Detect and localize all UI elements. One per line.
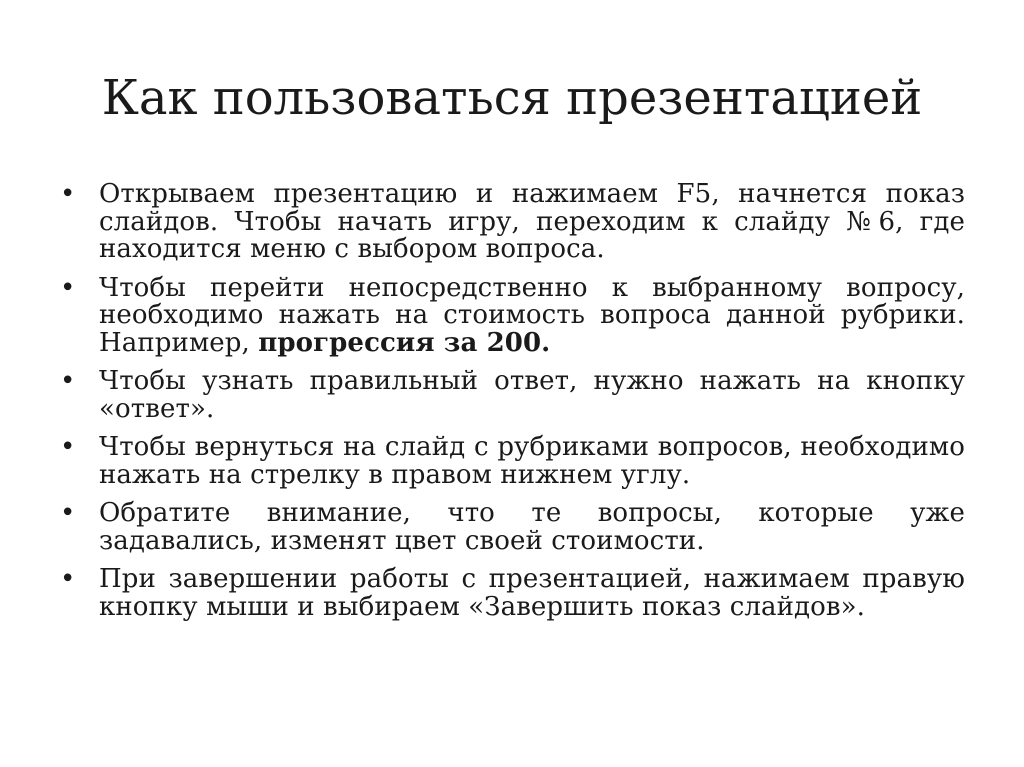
bullet-item-5 [60, 500, 965, 555]
bullet-text: Чтобы перейти непосредственно к выбранному вопросу, необходимо нажать на стоимость вопроса данной рубрики. Например, [99, 272, 965, 358]
slide-title: Как пользоваться презентацией [101, 70, 923, 126]
bullet-item-3 [60, 368, 965, 423]
bullet-text: При завершении работы с презентацией, нажимаем правую кнопку мыши и выбираем «Завершить показ слайдов». [99, 564, 965, 622]
bullet-marker: • [60, 366, 76, 396]
bullet-text-end: . [541, 327, 551, 358]
bullet-text-bold: прогрессия за 200 [258, 327, 542, 358]
bullet-marker: • [60, 564, 76, 594]
bullet-marker: • [60, 179, 76, 209]
bullet-text: Открываем презентацию и нажимаем F5, начнется показ слайдов. Чтобы начать игру, переходим к слайду №6, где находится меню с выбором вопроса. [99, 179, 965, 264]
bullet-marker: • [60, 432, 76, 462]
bullet-item-1 [60, 181, 965, 264]
bullet-list [60, 181, 965, 632]
bullet-marker: • [60, 498, 76, 528]
bullet-text: Обратите внимание, что те вопросы, которые уже задавались, изменят цвет своей стоимости. [99, 498, 965, 556]
bullet-item-2 [60, 272, 965, 358]
bullet-item-6 [60, 566, 965, 621]
bullet-text: Чтобы узнать правильный ответ, нужно нажать на кнопку «ответ». [99, 366, 965, 424]
bullet-marker: • [60, 272, 76, 303]
bullet-item-4 [60, 434, 965, 489]
bullet-text: Чтобы вернуться на слайд с рубриками вопросов, необходимо нажать на стрелку в правом нижнем углу. [99, 432, 965, 490]
